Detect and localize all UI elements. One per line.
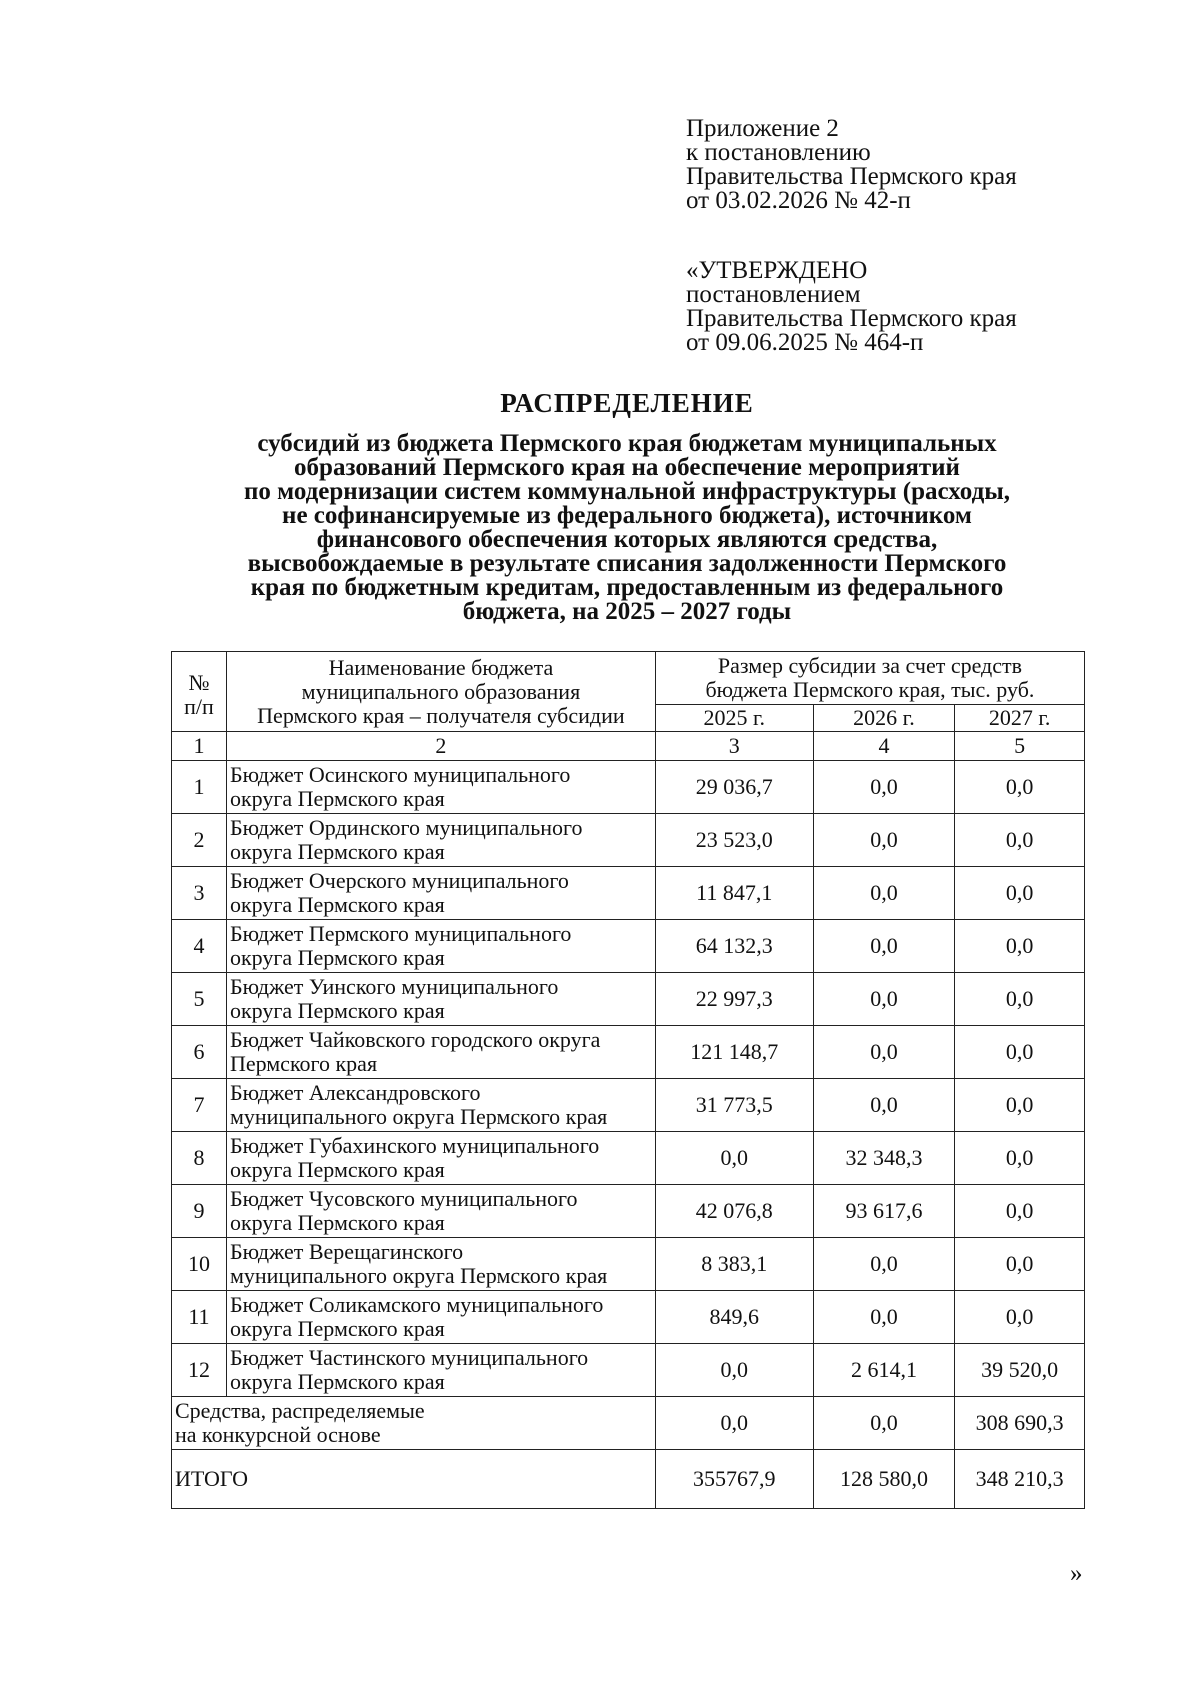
table-row xyxy=(172,1026,1085,1079)
column-index: 3 xyxy=(655,732,813,761)
row-num: 4 xyxy=(172,920,227,973)
table-row xyxy=(172,973,1085,1026)
total-2025: 355767,9 xyxy=(655,1450,813,1509)
table-row xyxy=(172,1344,1085,1397)
row-budget-name: Бюджет Пермского муниципального округа Пермского края xyxy=(226,920,655,973)
row-num: 2 xyxy=(172,814,227,867)
row-num: 5 xyxy=(172,973,227,1026)
header-year-2025: 2025 г. xyxy=(655,705,813,732)
column-index: 4 xyxy=(813,732,955,761)
table-row xyxy=(172,814,1085,867)
competitive-label: Средства, распределяемые на конкурсной основе xyxy=(172,1397,656,1450)
row-num: 1 xyxy=(172,761,227,814)
table-row xyxy=(172,1238,1085,1291)
row-budget-name: Бюджет Чусовского муниципального округа Пермского края xyxy=(226,1185,655,1238)
competitive-2026: 0,0 xyxy=(813,1397,955,1450)
subtitle-line: края по бюджетным кредитам, предоставленным из федерального xyxy=(250,574,1004,601)
row-2025: 121 148,7 xyxy=(655,1026,813,1079)
row-num: 12 xyxy=(172,1344,227,1397)
table-row xyxy=(172,1291,1085,1344)
table-body xyxy=(172,761,1085,1397)
row-num: 10 xyxy=(172,1238,227,1291)
header-num: № п/п xyxy=(172,652,227,732)
approval-line: «УТВЕРЖДЕНО xyxy=(686,257,868,284)
column-index: 2 xyxy=(226,732,655,761)
row-budget-name: Бюджет Соликамского муниципального округа Пермского края xyxy=(226,1291,655,1344)
subtitle-line: субсидий из бюджета Пермского края бюджетам муниципальных xyxy=(257,430,997,457)
row-2025: 849,6 xyxy=(655,1291,813,1344)
table-row xyxy=(172,1185,1085,1238)
subtitle-line: бюджета, на 2025 – 2027 годы xyxy=(462,598,792,625)
row-budget-name: Бюджет Частинского муниципального округа Пермского края xyxy=(226,1344,655,1397)
table-row xyxy=(172,1079,1085,1132)
row-2025: 11 847,1 xyxy=(655,867,813,920)
table-header-row xyxy=(172,652,1085,705)
row-2026: 0,0 xyxy=(813,1079,955,1132)
row-2027: 0,0 xyxy=(955,867,1085,920)
row-2026: 93 617,6 xyxy=(813,1185,955,1238)
competitive-2027: 308 690,3 xyxy=(955,1397,1085,1450)
subtitle-line: высвобождаемые в результате списания задолженности Пермского xyxy=(247,550,1007,577)
row-num: 8 xyxy=(172,1132,227,1185)
competitive-row xyxy=(172,1397,1085,1450)
row-2026: 0,0 xyxy=(813,920,955,973)
annex-line: Приложение 2 xyxy=(686,115,839,142)
row-budget-name: Бюджет Александровского муниципального округа Пермского края xyxy=(226,1079,655,1132)
row-2026: 0,0 xyxy=(813,867,955,920)
row-2026: 0,0 xyxy=(813,1291,955,1344)
total-row xyxy=(172,1450,1085,1509)
row-budget-name: Бюджет Очерского муниципального округа Пермского края xyxy=(226,867,655,920)
header-year-2026: 2026 г. xyxy=(813,705,955,732)
subtitle-line: образований Пермского края на обеспечение мероприятий xyxy=(294,454,960,481)
row-2026: 0,0 xyxy=(813,1026,955,1079)
row-2025: 8 383,1 xyxy=(655,1238,813,1291)
row-2027: 0,0 xyxy=(955,1132,1085,1185)
row-2026: 0,0 xyxy=(813,761,955,814)
document-title: РАСПРЕДЕЛЕНИЕ xyxy=(500,388,754,418)
row-2027: 0,0 xyxy=(955,1185,1085,1238)
row-2027: 0,0 xyxy=(955,1026,1085,1079)
row-2026: 32 348,3 xyxy=(813,1132,955,1185)
approval-line: постановлением xyxy=(686,281,861,308)
annex-line: от 03.02.2026 № 42-п xyxy=(686,187,911,214)
column-index: 1 xyxy=(172,732,227,761)
row-2025: 31 773,5 xyxy=(655,1079,813,1132)
row-budget-name: Бюджет Верещагинского муниципального округа Пермского края xyxy=(226,1238,655,1291)
row-num: 6 xyxy=(172,1026,227,1079)
row-2027: 39 520,0 xyxy=(955,1344,1085,1397)
total-2026: 128 580,0 xyxy=(813,1450,955,1509)
row-2025: 0,0 xyxy=(655,1344,813,1397)
row-2026: 2 614,1 xyxy=(813,1344,955,1397)
row-2026: 0,0 xyxy=(813,1238,955,1291)
competitive-2025: 0,0 xyxy=(655,1397,813,1450)
annex-line: к постановлению xyxy=(686,139,871,166)
row-budget-name: Бюджет Ординского муниципального округа Пермского края xyxy=(226,814,655,867)
header-amount: Размер субсидии за счет средств бюджета Пермского края, тыс. руб. xyxy=(655,652,1084,705)
row-2025: 29 036,7 xyxy=(655,761,813,814)
row-2025: 0,0 xyxy=(655,1132,813,1185)
row-2026: 0,0 xyxy=(813,973,955,1026)
approval-line: от 09.06.2025 № 464-п xyxy=(686,329,924,356)
row-num: 9 xyxy=(172,1185,227,1238)
table-row xyxy=(172,867,1085,920)
subsidy-table xyxy=(171,651,1085,1509)
document-subtitle xyxy=(0,432,1200,624)
total-label: ИТОГО xyxy=(172,1450,656,1509)
column-index: 5 xyxy=(955,732,1085,761)
row-2025: 22 997,3 xyxy=(655,973,813,1026)
subtitle-line: по модернизации систем коммунальной инфраструктуры (расходы, xyxy=(244,478,1010,505)
row-2025: 42 076,8 xyxy=(655,1185,813,1238)
row-2025: 64 132,3 xyxy=(655,920,813,973)
row-2027: 0,0 xyxy=(955,1238,1085,1291)
table-row xyxy=(172,920,1085,973)
row-num: 3 xyxy=(172,867,227,920)
row-budget-name: Бюджет Губахинского муниципального округа Пермского края xyxy=(226,1132,655,1185)
subtitle-line: не софинансируемые из федерального бюджета), источником xyxy=(282,502,972,529)
row-2027: 0,0 xyxy=(955,1291,1085,1344)
row-2026: 0,0 xyxy=(813,814,955,867)
row-budget-name: Бюджет Чайковского городского округа Пермского края xyxy=(226,1026,655,1079)
table-row xyxy=(172,1132,1085,1185)
header-year-2027: 2027 г. xyxy=(955,705,1085,732)
row-num: 7 xyxy=(172,1079,227,1132)
approval-stamp xyxy=(686,259,1126,355)
row-2025: 23 523,0 xyxy=(655,814,813,867)
approval-line: Правительства Пермского края xyxy=(686,305,1017,332)
annex-line: Правительства Пермского края xyxy=(686,163,1017,190)
row-budget-name: Бюджет Осинского муниципального округа Пермского края xyxy=(226,761,655,814)
table-row xyxy=(172,761,1085,814)
total-2027: 348 210,3 xyxy=(955,1450,1085,1509)
header-name: Наименование бюджета муниципального образования Пермского края – получателя субсидии xyxy=(226,652,655,732)
closing-quote: » xyxy=(1070,1560,1083,1587)
row-2027: 0,0 xyxy=(955,973,1085,1026)
row-2027: 0,0 xyxy=(955,920,1085,973)
row-2027: 0,0 xyxy=(955,1079,1085,1132)
row-2027: 0,0 xyxy=(955,814,1085,867)
annex-reference xyxy=(686,117,1126,213)
row-num: 11 xyxy=(172,1291,227,1344)
subtitle-line: финансового обеспечения которых являются средства, xyxy=(316,526,938,553)
row-budget-name: Бюджет Уинского муниципального округа Пермского края xyxy=(226,973,655,1026)
column-index-row xyxy=(172,732,1085,761)
row-2027: 0,0 xyxy=(955,761,1085,814)
